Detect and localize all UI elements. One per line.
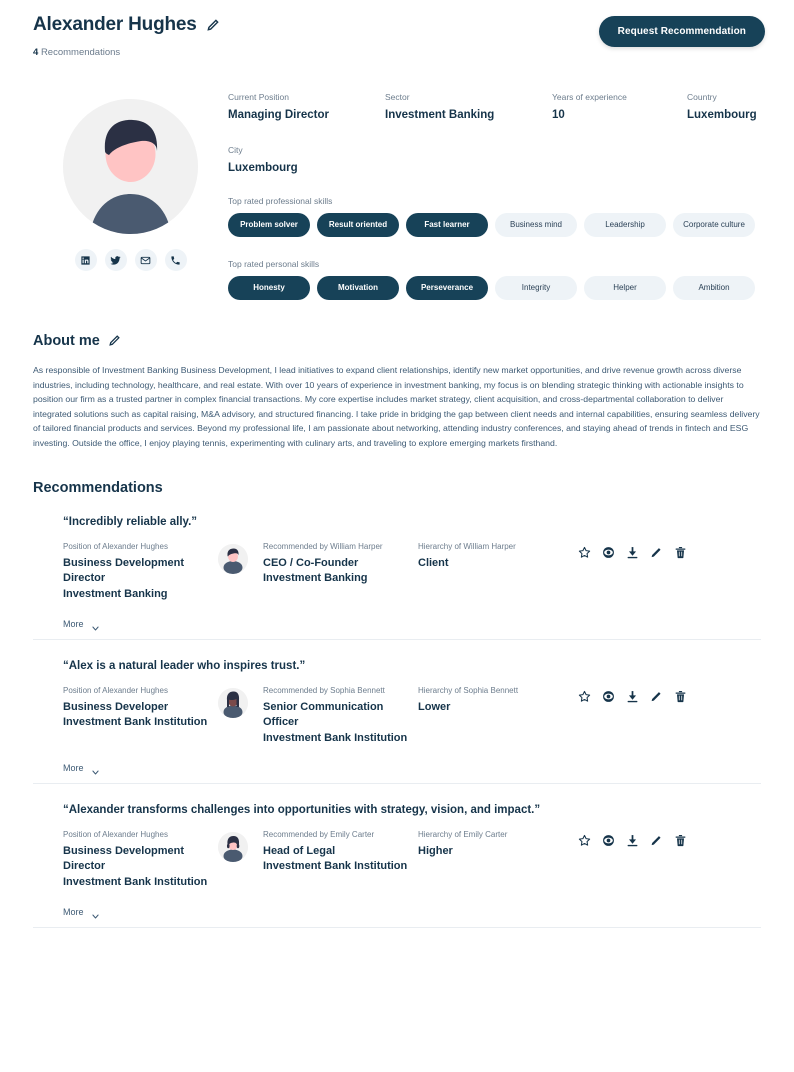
field-country [687,92,794,121]
pencil-icon[interactable] [650,546,663,559]
linkedin-icon[interactable] [75,249,97,271]
page-header [0,0,794,78]
field-value: Luxembourg [228,162,298,174]
recommender-avatar-column [218,829,263,862]
skill-pill[interactable]: Helper [584,276,666,300]
hierarchy-column [418,829,578,859]
field-label: Sector [385,92,410,102]
more-label: More [63,763,84,773]
actions-column [578,685,761,703]
hierarchy-value: Higher [418,844,453,857]
recommended-by-column [263,685,418,746]
recommended-by-label: Recommended by Sophia Bennett [263,686,385,695]
pencil-icon[interactable] [206,18,220,32]
field-value: 10 [552,109,565,121]
recommendations-section [0,480,794,928]
field-value: Managing Director [228,109,329,121]
avatar [218,544,248,574]
field-label: City [228,145,243,155]
skill-pill[interactable]: Perseverance [406,276,488,300]
profile-fields [228,92,794,300]
field-label: Current Position [228,92,289,102]
eye-icon[interactable] [602,546,615,559]
skill-pill[interactable]: Leadership [584,213,666,237]
hierarchy-label: Hierarchy of William Harper [418,542,516,551]
chevron-down-icon [91,764,100,773]
about-title: About me [33,333,100,349]
hierarchy-value: Client [418,556,449,569]
skill-pill[interactable]: Fast learner [406,213,488,237]
pencil-icon[interactable] [650,690,663,703]
trash-icon[interactable] [674,690,687,703]
about-section [0,333,794,450]
chevron-down-icon [91,620,100,629]
trash-icon[interactable] [674,546,687,559]
twitter-icon[interactable] [105,249,127,271]
profile-section [0,78,794,300]
avatar [63,99,198,234]
more-toggle[interactable] [63,907,761,917]
recommender-avatar-column [218,685,263,718]
recommended-by-column [263,829,418,875]
position-column [63,685,218,731]
download-icon[interactable] [626,690,639,703]
download-icon[interactable] [626,546,639,559]
skill-pill[interactable]: Result oriented [317,213,399,237]
recommendation-count-label: Recommendations [40,47,121,58]
recommendation-quote: “Alex is a natural leader who inspires trust.” [63,660,306,672]
more-toggle[interactable] [63,619,761,629]
hierarchy-value: Lower [418,700,451,713]
hierarchy-label: Hierarchy of Sophia Bennett [418,686,519,695]
professional-skills-label: Top rated professional skills [228,196,333,206]
position-value: Business Development Director Investment Bank Institution [63,844,208,888]
personal-skills-label: Top rated personal skills [228,259,320,269]
trash-icon[interactable] [674,834,687,847]
recommendation-card [33,660,761,784]
recommended-by-value: Head of Legal Investment Bank Institution [263,844,408,872]
recommender-avatar-column [218,541,263,574]
more-label: More [63,619,84,629]
field-label: Years of experience [552,92,627,102]
position-label: Position of Alexander Hughes [63,542,168,551]
actions-column [578,829,761,847]
social-links [75,249,187,271]
professional-skills-row [228,213,794,237]
position-value: Business Development Director Investment Banking [63,556,185,600]
skill-pill[interactable]: Problem solver [228,213,310,237]
recommendation-card [33,804,761,928]
request-recommendation-button[interactable]: Request Recommendation [599,16,765,47]
recommendation-body [63,541,761,602]
avatar-column [33,92,228,300]
field-current-position [228,92,385,121]
skill-pill[interactable]: Integrity [495,276,577,300]
personal-skills-row [228,276,794,300]
recommendations-title: Recommendations [33,480,163,496]
position-column [63,541,218,602]
more-toggle[interactable] [63,763,761,773]
star-icon[interactable] [578,834,591,847]
recommended-by-label: Recommended by William Harper [263,542,383,551]
recommended-by-column [263,541,418,587]
chevron-down-icon [91,908,100,917]
email-icon[interactable] [135,249,157,271]
recommendation-card [33,516,761,640]
actions-column [578,541,761,559]
about-header [33,333,761,349]
skill-pill[interactable]: Honesty [228,276,310,300]
position-label: Position of Alexander Hughes [63,686,168,695]
page-title: Alexander Hughes [33,14,197,35]
recommendation-count [33,47,764,58]
star-icon[interactable] [578,546,591,559]
recommended-by-label: Recommended by Emily Carter [263,830,375,839]
field-value: Investment Banking [385,109,495,121]
download-icon[interactable] [626,834,639,847]
recommendation-quote: “Incredibly reliable ally.” [63,516,198,528]
recommended-by-value: Senior Communication Officer Investment Bank Institution [263,700,408,744]
pencil-icon[interactable] [650,834,663,847]
avatar [218,688,248,718]
skill-pill[interactable]: Motivation [317,276,399,300]
recommendation-body [63,829,761,890]
phone-icon[interactable] [165,249,187,271]
avatar [218,832,248,862]
hierarchy-column [418,541,578,571]
recommendation-quote: “Alexander transforms challenges into opportunities with strategy, vision, and impact.” [63,804,541,816]
skill-pill[interactable]: Ambition [673,276,755,300]
field-sector [385,92,552,121]
field-label: Country [687,92,717,102]
eye-icon[interactable] [602,690,615,703]
eye-icon[interactable] [602,834,615,847]
more-label: More [63,907,84,917]
field-years-of-experience [552,92,687,121]
hierarchy-column [418,685,578,715]
position-value: Business Developer Investment Bank Institution [63,700,208,728]
pencil-icon[interactable] [108,334,122,348]
field-value: Luxembourg [687,109,757,121]
recommended-by-value: CEO / Co-Founder Investment Banking [263,556,368,584]
skill-pill[interactable]: Business mind [495,213,577,237]
recommendation-count-number: 4 [33,47,39,58]
recommendation-body [63,685,761,746]
position-column [63,829,218,890]
position-label: Position of Alexander Hughes [63,830,168,839]
skill-pill[interactable]: Corporate culture [673,213,755,237]
star-icon[interactable] [578,690,591,703]
hierarchy-label: Hierarchy of Emily Carter [418,830,508,839]
about-text: As responsible of Investment Banking Business Development, I lead initiatives to expand client relationships, identify new market opportunities, and drive revenue growth across diverse industries, including technology, healthcare, and real estate. With over 10 years of experience in investment banking, my focus is on blending strategic thinking with actionable insights to position our firm as a trusted partner in complex financial transactions. My core expertise includes market strategy, client acquisition, and cross-departmental collaboration to deliver integrated solutions such as capital raising, M&A advisory, and structured financing. I take pride in bridging the gap between client needs and internal capabilities, ensuring seamless delivery of tailored financial products and services. Beyond my professional life, I am passionate about networking, attending industry conferences, and staying ahead of trends in fintech and ESG investing. Outside the office, I enjoy playing tennis, experimenting with culinary arts, and traveling to explore emerging markets firsthand. [33,365,760,448]
field-city [228,145,794,174]
field-row-primary [228,92,794,121]
